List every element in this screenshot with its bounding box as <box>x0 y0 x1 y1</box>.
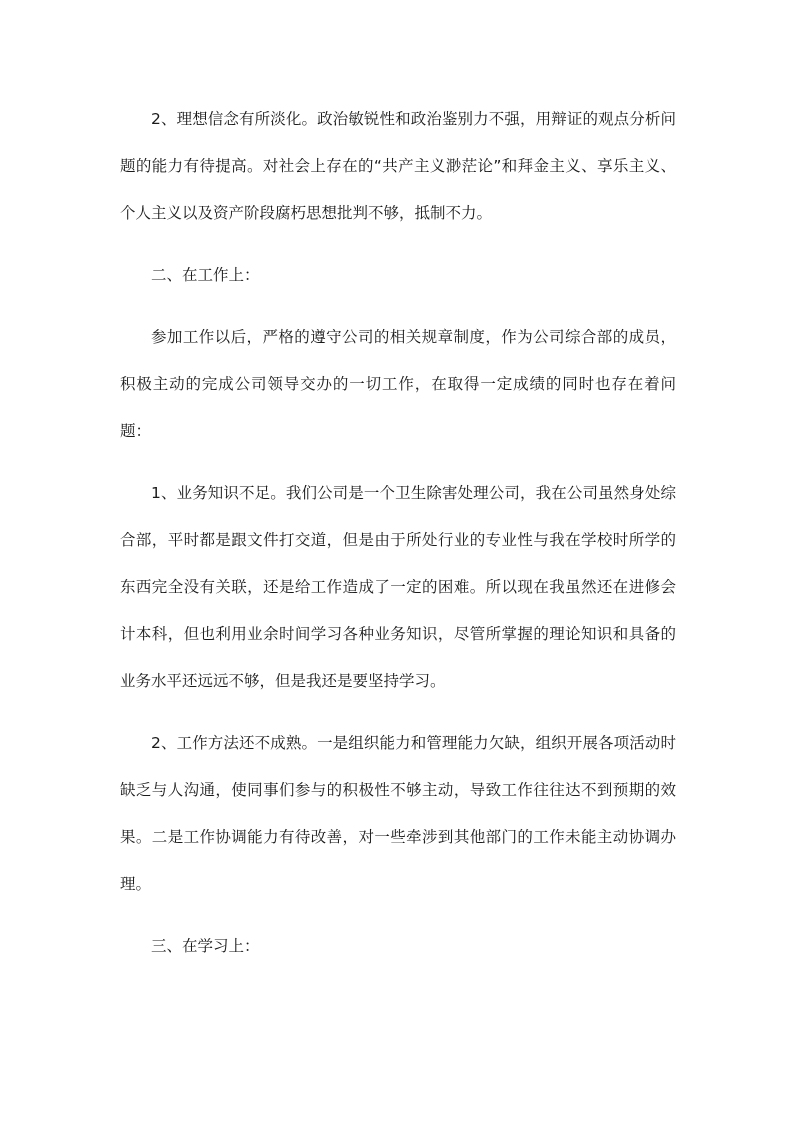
heading-work: 二、在工作上： <box>151 266 260 284</box>
heading-study: 三、在学习上： <box>151 937 260 955</box>
paragraph-work-intro: 参加工作以后，严格的遵守公司的相关规章制度，作为公司综合部的成员，积极主动的完成公司领导交办的一切工作，在取得一定成绩的同时也存在着问题： <box>120 328 676 440</box>
paragraph-work-methods: 2、工作方法还不成熟。一是组织能力和管理能力欠缺，组织开展各项活动时缺乏与人沟通，使同事们参与的积极性不够主动，导致工作往往达不到预期的效果。二是工作协调能力有待改善，对一些牵涉到其他部门的工作未能主动协调办理。 <box>120 734 676 893</box>
paragraph-ideals-beliefs: 2、理想信念有所淡化。政治敏锐性和政治鉴别力不强，用辩证的观点分析问题的能力有待提高。对社会上存在的“共产主义渺茫论”和拜金主义、享乐主义、个人主义以及资产阶段腐朽思想批判不够，抵制不力。 <box>120 110 676 222</box>
paragraph-business-knowledge: 1、业务知识不足。我们公司是一个卫生除害处理公司，我在公司虽然身处综合部，平时都是跟文件打交道，但是由于所处行业的专业性与我在学校时所学的东西完全没有关联，还是给工作造成了一定的困难。所以现在我虽然还在进修会计本科，但也利用业余时间学习各种业务知识，尽管所掌握的理论知识和具备的业务水平还远远不够，但是我还是要坚持学习。 <box>120 484 676 690</box>
document-body <box>120 96 676 985</box>
